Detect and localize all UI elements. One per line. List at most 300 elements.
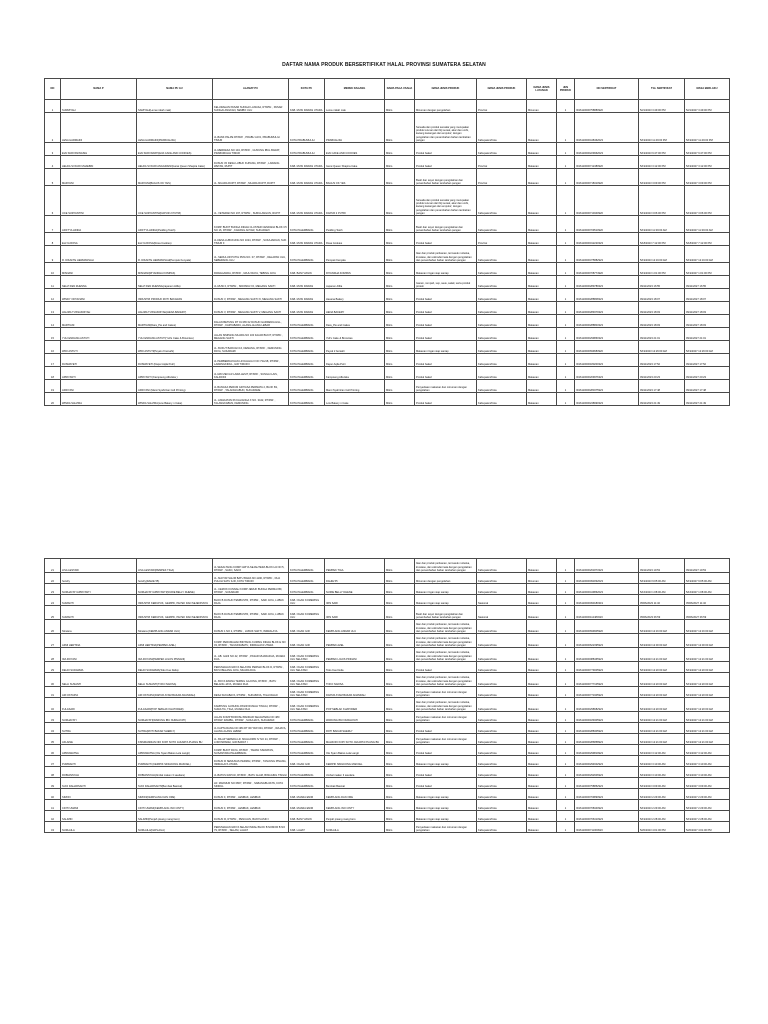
cell-nama-usaha: NELLI SUSANTI(TOKO NAFISA)	[137, 673, 213, 687]
cell-alamat: JL. CEMOK KUNNAH KOMP JEMUK BUNGA PERMAI BF, RT/RW: , SUKARAMI	[213, 584, 289, 595]
cell-merek: Pudding Tetoh	[325, 216, 385, 233]
table-row	[45, 315, 730, 328]
cell-nama-pelaku: Nirwana	[61, 620, 137, 634]
column-header: NAMA P	[61, 79, 137, 100]
cell-no: 12	[45, 289, 61, 302]
cell-kategori: Kabupaten/Kota	[477, 634, 527, 648]
cell-tgl-sertifikat: 09/11/2023 21:49	[639, 393, 685, 406]
cell-kota: KOTA PALEMBANG	[289, 328, 325, 341]
cell-jenis-produk: Buah dan sayur dengan pengolahan dan penambahan bahan tambahan pangan	[415, 606, 477, 620]
cell-layanan: Makanan	[527, 341, 557, 354]
cell-alamat: PERUMAHAN GRIYA SELAM INDAH BLOK B NOMOR B NO 79, RT/RW: , SELAM, LAHAT	[213, 822, 289, 833]
cell-tgl-sertifikat: 5/19/2023 11:49:00 PM	[639, 113, 685, 143]
cell-nama-usaha: ROBIANSYAH(Jimbal maken 3 saudara)	[137, 767, 213, 778]
column-header: MEREK DAGANG	[325, 79, 385, 100]
cell-alamat: BLOK B DUSUN TEMBUSTR, RT/RW: , SARI JAYA, LUBUK RAJA	[213, 606, 289, 620]
table-row	[45, 380, 730, 393]
cell-tgl-sertifikat: 5/19/2023 12:19:00 AM	[639, 246, 685, 263]
table-row	[45, 328, 730, 341]
cell-kategori: Kabupaten/Kota	[477, 315, 527, 328]
cell-no: 33	[45, 712, 61, 723]
document-title: DAFTAR NAMA PRODUK BERSERTIFIKAT HALAL PROVINSI SUMATERA SELATAN	[282, 62, 486, 68]
cell-no-sertifikat: ID16110000710340920	[575, 186, 639, 216]
cell-no-sertifikat: ID16110000766310923	[575, 811, 639, 822]
cell-jenis-produk: Makanan ringan siap santap	[415, 263, 477, 276]
cell-no: 6	[45, 186, 61, 216]
cell-nama-usaha: DELDI SUDARMA(Toko Kue Delia)	[137, 662, 213, 673]
cell-tgl-sertifikat: 05/06/2023 06:59	[639, 606, 685, 620]
cell-no-sertifikat: ID16110000758852923	[575, 778, 639, 789]
cell-kategori: Kabupaten/Kota	[477, 341, 527, 354]
cell-nama-pelaku: ARI OKTAPIA	[61, 687, 137, 698]
table-row	[45, 354, 730, 367]
table-row	[45, 573, 730, 584]
cell-tgl-sertifikat: 5/19/2023 2:29:00 AM	[639, 800, 685, 811]
cell-kategori: Kabupaten/Kota	[477, 393, 527, 406]
cell-layanan: Makanan	[527, 393, 557, 406]
cell-nama-pelaku: LENA HARMAINI	[61, 113, 137, 143]
cell-kota: KAB. MUARA ENIM	[289, 800, 325, 811]
table-row	[45, 559, 730, 573]
cell-alamat: JL. MUARA RUPIT, RT/RW: , MUARA RUPIT, RUPIT	[213, 169, 289, 186]
cell-nama-pelaku: RUSMAYETI	[61, 354, 137, 367]
table-row	[45, 745, 730, 756]
cell-merek: DAPUR AYAM BAKAR ANANDAH	[325, 687, 385, 698]
cell-jenis-produk-count: 1	[557, 186, 575, 216]
cell-kota: KAB. OGAN KOMERING ULU SELATAN	[289, 648, 325, 662]
cell-no-sertifikat: ID16110000180200323	[575, 354, 639, 367]
cell-kategori: Provinsi	[477, 100, 527, 113]
cell-no-sertifikat: ID16110000718310920	[575, 169, 639, 186]
cell-jenis-produk-count: 1	[557, 673, 575, 687]
cell-kota: KOTA PALEMBANG	[289, 712, 325, 723]
cell-alamat: JL.BANK PALPE RT/RW: , PRABU JAYA, PRABUMULIH TIMUR	[213, 113, 289, 143]
cell-nama-usaha: AFIFTYA HINDA(Pudding Tetoh)	[137, 216, 213, 233]
cell-nama-usaha: NURLAILA(NAPLAILA)	[137, 822, 213, 833]
cell-merek: PEMPEK LIGOS PINNANI	[325, 648, 385, 662]
cell-layanan: Makanan	[527, 734, 557, 745]
cell-jenis-produk-count: 1	[557, 778, 575, 789]
cell-merek: Mami Syahrizan Cell Printing	[325, 380, 385, 393]
cell-merek: KERIPIK SINGKONG MAKOEL	[325, 756, 385, 767]
cell-kota: KAB. OGAN ILIR	[289, 634, 325, 648]
cell-merek: Dapur Aqila Putri	[325, 354, 385, 367]
cell-jenis-produk-count: 1	[557, 734, 575, 745]
cell-nama-pelaku: NURHAYATI APRIYANTI	[61, 584, 137, 595]
cell-merek: EVA CAKE AND COOKIES	[325, 143, 385, 156]
cell-tgl-sertifikat: 09/11/2023 18:03	[639, 315, 685, 328]
cell-alamat: DUSUN III, RT/RW: , PENUJAN, BANYUASIN I	[213, 811, 289, 822]
cell-no: 43	[45, 822, 61, 833]
cell-tgl-sertifikat: 5/19/2023 12:29:00 AM	[639, 341, 685, 354]
cell-jenis-produk-count: 1	[557, 584, 575, 595]
cell-skala-usaha: Mikro	[385, 289, 415, 302]
table-row	[45, 302, 730, 315]
cell-nama-usaha: LENA HARMAINI(PRABUALIFA)	[137, 113, 213, 143]
cell-jenis-produk-count: 1	[557, 302, 575, 315]
cell-skala-usaha: Mikro	[385, 778, 415, 789]
cell-kota: KOTA PALEMBANG	[289, 723, 325, 734]
cell-no: 40	[45, 789, 61, 800]
cell-alamat: KOMP. BUKIT RAYA, RT/RW: , TAMAN SISWATAN, NUSANTARA PALEMBANG	[213, 745, 289, 756]
cell-kota: KAB. BANYUASIN	[289, 263, 325, 276]
cell-skala-usaha: Mikro	[385, 673, 415, 687]
cell-jenis-produk-count: 1	[557, 233, 575, 246]
cell-masa-berlaku: 09/11/2027 17:48	[685, 380, 730, 393]
cell-kategori: Kabupaten/Kota	[477, 246, 527, 263]
cell-nama-pelaku: SIMON	[61, 789, 137, 800]
cell-layanan: Makanan	[527, 800, 557, 811]
cell-jenis-produk-count: 1	[557, 573, 575, 584]
cell-no-sertifikat: ID16110000769890923	[575, 789, 639, 800]
cell-nama-usaha: INDUSTRI KERUPUK, GEMPIK, PEYEK DAN SEJENISNYA	[137, 595, 213, 606]
cell-nama-pelaku: NURHAYATI	[61, 712, 137, 723]
cell-no-sertifikat: ID16110000779005923	[575, 662, 639, 673]
cell-no: 17	[45, 354, 61, 367]
cell-no: 24	[45, 595, 61, 606]
cell-jenis-produk-count: 1	[557, 756, 575, 767]
cell-kategori: Kabupaten/Kota	[477, 648, 527, 662]
cell-no: 3	[45, 143, 61, 156]
cell-tgl-sertifikat: 5/18/2023 7:12:00 PM	[639, 233, 685, 246]
cell-no-sertifikat: ID16110000768340923	[575, 800, 639, 811]
cell-jenis-produk: Produk bakeri	[415, 745, 477, 756]
cell-no-sertifikat: ID16110000699905920	[575, 620, 639, 634]
table-row	[45, 648, 730, 662]
cell-no: 22	[45, 573, 61, 584]
cell-merek: Gerai Queen Shapira Cake	[325, 156, 385, 169]
cell-masa-berlaku: 5/19/2027 3:12:00 PM	[685, 156, 730, 169]
cell-tgl-sertifikat: 5/19/2023 12:20:00 AM	[639, 673, 685, 687]
cell-nama-pelaku: EVA SURYANINGSIH	[61, 143, 137, 156]
cell-no-sertifikat: ID16110000288808323	[575, 289, 639, 302]
cell-masa-berlaku: 09/11/2027 20:23	[685, 367, 730, 380]
cell-masa-berlaku: 5/19/2027 12:20:00 AM	[685, 698, 730, 712]
cell-skala-usaha: Mikro	[385, 367, 415, 380]
cell-masa-berlaku: 09/11/2027 18:07	[685, 289, 730, 302]
cell-jenis-produk-count: 1	[557, 169, 575, 186]
cell-no-sertifikat: ID16110000758880920	[575, 100, 639, 113]
cell-tgl-sertifikat: 09/11/2023 17:48	[639, 380, 685, 393]
cell-no: 10	[45, 263, 61, 276]
cell-tgl-sertifikat: 5/19/2023 2:29:00 AM	[639, 789, 685, 800]
cell-no-sertifikat: ID16110000299860323	[575, 328, 639, 341]
cell-jenis-produk-count: 1	[557, 595, 575, 606]
cell-nama-pelaku: NURLAILA	[61, 822, 137, 833]
cell-jenis-produk: Minuman dengan pengolahan	[415, 100, 477, 113]
cell-jenis-produk-count: 1	[557, 246, 575, 263]
cell-nama-pelaku: APRIYANTI	[61, 367, 137, 380]
cell-masa-berlaku: 5/19/2027 12:16:00 AM	[685, 620, 730, 634]
cell-nama-usaha: SUTRA(ROTI BAKAR SHERLY)	[137, 723, 213, 734]
table-row	[45, 767, 730, 778]
cell-kategori: Kabupaten/Kota	[477, 276, 527, 289]
column-header: KOTA PU	[289, 79, 325, 100]
cell-kota: KAB. MUSI RAWAS UTARA	[289, 156, 325, 169]
cell-jenis-produk: Produk bakeri	[415, 156, 477, 169]
cell-layanan: Makanan	[527, 156, 557, 169]
cell-skala-usaha: Mikro	[385, 800, 415, 811]
cell-alamat: DUSUN 1 NO 2, RT/RW: , LUBUK SAKTI, INDRALAYA	[213, 620, 289, 634]
cell-masa-berlaku: 5/18/2027 7:12:00 PM	[685, 233, 730, 246]
cell-no: 19	[45, 380, 61, 393]
cell-alamat: JL.MUSI II, RT/RW: , SIDOMULYO, MEGANG SAKTI	[213, 276, 289, 289]
cell-jenis-produk: Produk bakeri	[415, 354, 477, 367]
cell-alamat: KELURAHAN PASAR SUNGAI LANGSA, RT/RW: , PASAR SUNGAI ANGKAN, SEMBO ULU	[213, 100, 289, 113]
cell-skala-usaha: Mikro	[385, 723, 415, 734]
cell-layanan: Makanan	[527, 186, 557, 216]
cell-no-sertifikat: ID16110000288803323	[575, 315, 639, 328]
cell-skala-usaha: Mikro	[385, 263, 415, 276]
cell-merek: TOKO NAFISA	[325, 673, 385, 687]
cell-nama-usaha: NURHAYATI(WARUNG IBU NURHAYATI)	[137, 712, 213, 723]
cell-no-sertifikat: ID16110000711060923	[575, 822, 639, 833]
cell-masa-berlaku: 5/19/2027 12:19:00 AM	[685, 246, 730, 263]
cell-jenis-produk: Makanan ringan siap santap	[415, 811, 477, 822]
cell-jenis-produk-count: 1	[557, 822, 575, 833]
table-row	[45, 723, 730, 734]
cell-nama-pelaku: CINTI UMAMI	[61, 800, 137, 811]
cell-kota: KAB. OGAN KOMERING ULU SELATAN	[289, 662, 325, 673]
cell-kategori: Kabupaten/Kota	[477, 289, 527, 302]
cell-kota: KAB. MUSI RAWAS	[289, 302, 325, 315]
cell-skala-usaha: Mikro	[385, 143, 415, 156]
cell-no: 21	[45, 559, 61, 573]
cell-kategori: Kabupaten/Kota	[477, 559, 527, 573]
cell-layanan: Makanan	[527, 315, 557, 328]
cell-jenis-produk: Ikan dan produk perikanan, termasuk moluska, krustase, dan ekinodermata dengan pengolahan dan penambahan bahan tambahan pangan	[415, 648, 477, 662]
cell-masa-berlaku: 5/19/2027 12:20:00 AM	[685, 687, 730, 698]
cell-jenis-produk: Garam, rempah, sup, saus, salad, serta produk protein	[415, 276, 477, 289]
cell-masa-berlaku: 5/20/2027 4:01:00 PM	[685, 822, 730, 833]
cell-no: 1	[45, 100, 61, 113]
cell-no-sertifikat: ID16110000209976323	[575, 367, 639, 380]
cell-layanan: Makanan	[527, 276, 557, 289]
cell-skala-usaha: Mikro	[385, 698, 415, 712]
cell-nama-pelaku: NELLI SUSANTI	[61, 673, 137, 687]
cell-no-sertifikat: ID16110000449862023	[575, 584, 639, 595]
cell-merek: Kampoeng Alfa Eka	[325, 367, 385, 380]
cell-tgl-sertifikat: 09/11/2023 20:23	[639, 367, 685, 380]
table-row	[45, 584, 730, 595]
table-row	[45, 673, 730, 687]
table-row	[45, 263, 730, 276]
cell-kota: KOTA PALEMBANG	[289, 745, 325, 756]
table-body-page-1	[45, 100, 730, 406]
cell-kategori: Kabupaten/Kota	[477, 723, 527, 734]
cell-nama-usaha: MARTIANI(Dara_Pie and Cakes)	[137, 315, 213, 328]
cell-kota: KAB. MUSI RAWAS UTARA	[289, 233, 325, 246]
cell-alamat: JL. SEDULUR PUTIH PMG NO. 07, RT/RW: , DELAPAN ULU, SEBERANG ULU	[213, 246, 289, 263]
cell-kategori: Kabupaten/Kota	[477, 354, 527, 367]
cell-merek: IRIS SARI	[325, 606, 385, 620]
cell-skala-usaha: Mikro	[385, 216, 415, 233]
cell-masa-berlaku: 05/06/2027 11:32	[685, 595, 730, 606]
cell-kategori: Kabupaten/Kota	[477, 822, 527, 833]
table-row	[45, 289, 730, 302]
cell-nama-pelaku: WINDY OKTAVIANI	[61, 289, 137, 302]
cell-layanan: Makanan	[527, 822, 557, 833]
cell-no-sertifikat: ID16110000288305923	[575, 723, 639, 734]
cell-kategori: Kabupaten/Kota	[477, 328, 527, 341]
cell-kota: KOTA PALEMBANG	[289, 767, 325, 778]
cell-merek: capanen Alifia	[325, 276, 385, 289]
cell-nama-usaha: ARI OKTAPIA(DAPUR AYAM BAKAR ANANDAH)	[137, 687, 213, 698]
cell-nama-pelaku: ROBIANSYAH	[61, 767, 137, 778]
cell-tgl-sertifikat: 5/19/2023 3:06:00 PM	[639, 186, 685, 216]
cell-no: 23	[45, 584, 61, 595]
cell-kategori: Kabupaten/Kota	[477, 662, 527, 673]
cell-kota: KAB. OGAN KOMERING ULU SELATAN	[289, 673, 325, 687]
cell-kategori: Kabupaten/Kota	[477, 367, 527, 380]
cell-nama-usaha: LISA LESTARI(PEMPEK TIGA)	[137, 559, 213, 573]
cell-nama-usaha: APRIYANTI (Kampoeng Alfa Eka )	[137, 367, 213, 380]
cell-alamat: DESA SUKABAYA, RT/RW: , SUKABAYA, TIGA DIHAJI	[213, 687, 289, 698]
cell-masa-berlaku: 5/19/2027 9:05:00 AM	[685, 573, 730, 584]
cell-no-sertifikat: ID16110000248990323	[575, 393, 639, 406]
cell-jenis-produk-count: 1	[557, 276, 575, 289]
cell-nama-pelaku: hendry	[61, 573, 137, 584]
cell-skala-usaha: Mikro	[385, 354, 415, 367]
cell-layanan: Makanan	[527, 584, 557, 595]
cell-jenis-produk-count: 1	[557, 156, 575, 169]
cell-tgl-sertifikat: 5/19/2023 12:21:00 AM	[639, 734, 685, 745]
cell-merek: Penjah pisang mang bero	[325, 811, 385, 822]
cell-jenis-produk: Ikan dan produk perikanan, termasuk moluska, krustase, dan ekinodermata dengan pengolahan dan penambahan bahan tambahan pangan	[415, 620, 477, 634]
cell-tgl-sertifikat: 5/19/2023 9:47:00 PM	[639, 143, 685, 156]
cell-kategori: Kabupaten/Kota	[477, 756, 527, 767]
table-row	[45, 186, 730, 216]
cell-kategori: Provinsi	[477, 169, 527, 186]
cell-no-sertifikat: ID16110000777105923	[575, 673, 639, 687]
cell-layanan: Makanan	[527, 233, 557, 246]
cell-layanan: Makanan	[527, 789, 557, 800]
cell-kota: KOTA PALEMBANG	[289, 315, 325, 328]
cell-jenis-produk-count: 1	[557, 289, 575, 302]
cell-kota: KOTA PALEMBANG	[289, 216, 325, 233]
cell-masa-berlaku: 5/19/2027 12:21:00 AM	[685, 712, 730, 723]
cell-alamat: JL.MERDEKA NO 104, RT/RW: , GUNUNG IBUL BARAT, PRABUMULIH TIMUR	[213, 143, 289, 156]
cell-jenis-produk-count: 1	[557, 100, 575, 113]
cell-kategori: Kabupaten/Kota	[477, 620, 527, 634]
cell-no-sertifikat: ID16110000771905923	[575, 687, 639, 698]
cell-nama-usaha: CINTI UMAMI(KEMPLANG INO CINTY)	[137, 800, 213, 811]
cell-merek: KEMPLANG DAN ORE	[325, 789, 385, 800]
cell-jenis-produk-count: 1	[557, 606, 575, 620]
cell-jenis-produk-count: 1	[557, 723, 575, 734]
cell-kota: KAB. OGAN KOMERING ULU SELATAN	[289, 687, 325, 698]
cell-kota: KAB. OGAN KOMERING ULU	[289, 606, 325, 620]
cell-no-sertifikat: ID16110000294602923	[575, 756, 639, 767]
cell-tgl-sertifikat: 5/19/2023 1:01:00 PM	[639, 263, 685, 276]
cell-layanan: Makanan	[527, 756, 557, 767]
cell-alamat: JL BANGKA PERUM GRIYASA PERMATA 2, BLOK B1, RT/RW: , TALANGKABUN, SUKARAME	[213, 380, 289, 393]
cell-skala-usaha: Mikro	[385, 595, 415, 606]
cell-tgl-sertifikat: 5/20/2023 4:01:00 PM	[639, 822, 685, 833]
cell-no-sertifikat: ID16110000699683920	[575, 341, 639, 354]
cell-alamat: LR. MAKMUR NO 0867, RT/RW: , SABANGBUJATN, KOTA SINDUL	[213, 778, 289, 789]
cell-jenis-produk: Makanan ringan siap santap	[415, 341, 477, 354]
cell-jenis-produk: Produk bakeri	[415, 289, 477, 302]
cell-layanan: Makanan	[527, 648, 557, 662]
cell-merek: BAGUS OK YES	[325, 169, 385, 186]
cell-jenis-produk-count: 1	[557, 634, 575, 648]
cell-masa-berlaku: 09/11/2027 17:52	[685, 354, 730, 367]
cell-jenis-produk: Produk bakeri	[415, 662, 477, 673]
cell-no-sertifikat: ID16110000292606923	[575, 767, 639, 778]
cell-tgl-sertifikat: 09/11/2023 21:01	[639, 328, 685, 341]
cell-nama-usaha: UCE SURYANTINI(DAPUR 2 PUTRI)	[137, 186, 213, 216]
cell-tgl-sertifikat: 5/19/2023 12:20:00 AM	[639, 698, 685, 712]
cell-nama-usaha: HELDA SYAURI ANGGRAINI(Gerai Queen Shapira Cake)	[137, 156, 213, 169]
cell-alamat: JL. BILAP SEPEDA LR. MUHAJIRIN IV NO 24, RT/RW: , LOROSPADEI, ILIR BARAT I	[213, 734, 289, 745]
cell-masa-berlaku: 09/11/2027 19:53	[685, 559, 730, 573]
table-body-page-2	[45, 559, 730, 833]
cell-no-sertifikat: ID16110000708774920	[575, 263, 639, 276]
cell-jenis-produk: Ikan dan produk perikanan, termasuk moluska, krustase, dan ekinodermata dengan pengolahan dan penambahan bahan tambahan pangan	[415, 673, 477, 687]
cell-no: 13	[45, 302, 61, 315]
cell-no-sertifikat: ID16110000189305923	[575, 712, 639, 723]
cell-alamat: DUSUN II, RT/RW: , LEMBAK, LEMBAK	[213, 800, 289, 811]
cell-masa-berlaku: 5/19/2027 12:21:00 AM	[685, 734, 730, 745]
cell-skala-usaha: Mikro	[385, 745, 415, 756]
cell-alamat: JALAN KOMP BOROSH BANDAR SEJAHTERA NO 480 RT/RW: RAMBIL, RT/RW: , SUKAJAYA, SUKARAMI	[213, 712, 289, 723]
cell-skala-usaha: Mikro	[385, 573, 415, 584]
cell-jenis-produk-count: 1	[557, 367, 575, 380]
table-row	[45, 216, 730, 233]
cell-alamat: JL.MAY.ZEN LR LAWA LESIT, RT/RW: , SUNGAI LAIS, KALIDONI	[213, 367, 289, 380]
table-row	[45, 100, 730, 113]
cell-tgl-sertifikat: 5/19/2023 12:21:00 AM	[639, 723, 685, 734]
cell-no: 8	[45, 233, 61, 246]
cell-masa-berlaku: 5/19/2027 3:09:00 PM	[685, 169, 730, 186]
table-row	[45, 756, 730, 767]
cell-jenis-produk: Makanan ringan siap santap	[415, 756, 477, 767]
cell-jenis-produk-count: 1	[557, 811, 575, 822]
cell-nama-pelaku: FULASARI	[61, 698, 137, 712]
column-header: NO SERTIFIKAT	[575, 79, 639, 100]
table-row	[45, 698, 730, 712]
cell-masa-berlaku: 5/19/2027 9:47:00 PM	[685, 143, 730, 156]
cell-tgl-sertifikat: 5/19/2023 2:28:00 AM	[639, 811, 685, 822]
table-row	[45, 169, 730, 186]
cell-kota: KOTA PALEMBANG	[289, 354, 325, 367]
cell-kota: KOTA PALEMBANG	[289, 559, 325, 573]
cell-layanan: Makanan	[527, 169, 557, 186]
cell-alamat: JL. BUKUT BARUAN 16, DEMANG, RT/RW: , KEMUNING RAYA, SUKARAMI	[213, 341, 289, 354]
cell-alamat: JL. VETERAN NO 197, RT/RW: , SURULANGUN, RUPIT	[213, 186, 289, 216]
cell-nama-usaha: AFRIYANI (Mami Syahrizan Cell Printing)	[137, 380, 213, 393]
cell-masa-berlaku: 5/19/2027 12:21:00 AM	[685, 723, 730, 734]
cell-no: 29	[45, 662, 61, 673]
cell-jenis-produk-count: 1	[557, 698, 575, 712]
cell-alamat: DUSUN VII DESA LUBUK KUPANG, RT/RW: , LAWANG WETAN, RUPIT	[213, 156, 289, 169]
cell-nama-pelaku: LISA LESTARI	[61, 559, 137, 573]
cell-kategori: Provinsi	[477, 156, 527, 169]
cell-jenis-produk: Penyediaan makanan dan minuman dengan pengolahan	[415, 822, 477, 833]
table-row	[45, 712, 730, 723]
cell-masa-berlaku: 09/11/2027 21:01	[685, 328, 730, 341]
cell-nama-usaha: IDA ROYANI(PEMPEK LIGOS PINNANI)	[137, 648, 213, 662]
cell-skala-usaha: Mikro	[385, 822, 415, 833]
cell-masa-berlaku: 5/19/2027 3:10:00 AM	[685, 756, 730, 767]
cell-kota: KAB. LAHAT	[289, 822, 325, 833]
cell-kota: KOTA PALEMBANG	[289, 380, 325, 393]
cell-masa-berlaku: 5/19/2027 2:29:00 AM	[685, 789, 730, 800]
cell-no: 30	[45, 673, 61, 687]
cell-alamat: DUSUN V, RT/RW: , MEGANG SAKTI IV, MEGANG SAKTI	[213, 289, 289, 302]
cell-alamat: DALAN BETUNG RT 01 RW 02 DUSUN GARDENIA HILL, RT/RW: , KARYABARU, ALANG-ALANG LEBAR	[213, 315, 289, 328]
